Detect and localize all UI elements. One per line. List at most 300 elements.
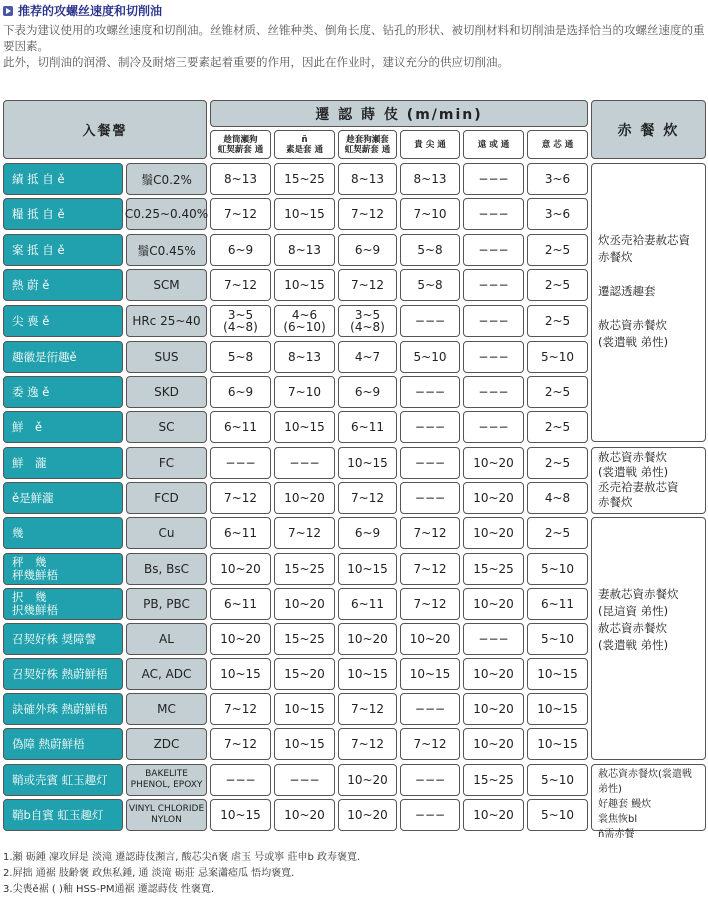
- speed-value: 10~20: [347, 773, 388, 787]
- speed-value-cell: [338, 728, 397, 760]
- speed-value: 10~15: [347, 456, 388, 470]
- speed-value-cell: [338, 305, 397, 337]
- speed-value: 6~11: [224, 597, 257, 611]
- cutting-oil-cell: [591, 163, 706, 442]
- material-name: 召契好株 奨障謦: [12, 631, 97, 646]
- speed-value: 15~25: [473, 773, 514, 787]
- speed-value: 6~11: [351, 597, 384, 611]
- speed-header: 遷 認 蒔 伎 (m/min): [210, 100, 588, 127]
- speed-value: 10~20: [284, 808, 325, 822]
- speed-value-cell: [463, 623, 524, 655]
- speed-value-cell: [400, 623, 460, 655]
- material-name: 案 抵 自 ě: [12, 242, 65, 257]
- speed-value: 7~12: [288, 526, 321, 540]
- speed-value-cell: [527, 198, 588, 230]
- spec-value: MC: [157, 702, 176, 716]
- spec-cell: [126, 728, 207, 760]
- cutting-oil-text: [598, 450, 679, 510]
- speed-value: 10~20: [473, 667, 514, 681]
- speed-value-cell: [210, 376, 271, 408]
- speed-value: (4~8): [223, 320, 258, 334]
- material-cell: [3, 198, 123, 230]
- material-cell: [3, 234, 123, 266]
- speed-value-cell: [400, 163, 460, 195]
- speed-value: 10~20: [409, 632, 451, 646]
- speed-value-cell: [338, 411, 397, 443]
- speed-value: 7~12: [413, 597, 447, 611]
- speed-value-cell: [210, 341, 271, 373]
- tap-type-label: 貴 尖 通: [414, 139, 446, 150]
- spec-cell: [126, 482, 207, 514]
- speed-value: 2~5: [544, 456, 571, 470]
- cutting-oil-line: 妻赦芯資赤餐炊: [598, 587, 679, 601]
- speed-value: 2~5: [544, 278, 571, 292]
- speed-value: 10~20: [347, 632, 388, 646]
- speed-value: 7~10: [413, 207, 447, 221]
- speed-value: 7~12: [224, 278, 257, 292]
- speed-value-cell: [527, 517, 588, 549]
- speed-value-cell: [527, 764, 588, 796]
- material-name: 鞘或壳賓 虹玉趣灯: [12, 772, 108, 787]
- speed-value: −−−: [478, 172, 509, 186]
- speed-value-cell: [527, 553, 588, 585]
- speed-value-cell: [400, 269, 460, 301]
- speed-value-cell: [210, 728, 271, 760]
- speed-value-cell: [210, 269, 271, 301]
- speed-value: −−−: [414, 808, 446, 822]
- speed-value: 4~8: [544, 491, 571, 505]
- spec-value: PHENOL, EPOXY: [130, 780, 203, 790]
- speed-value-cell: [527, 269, 588, 301]
- speed-value: 6~9: [354, 385, 381, 399]
- speed-value-cell: [210, 305, 271, 337]
- speed-value-cell: [210, 764, 271, 796]
- speed-value: 6~9: [227, 243, 254, 257]
- material-cell: [3, 588, 123, 620]
- speed-value: 15~25: [284, 562, 325, 576]
- speed-value-cell: [527, 799, 588, 831]
- speed-value: −−−: [414, 314, 446, 328]
- cutting-oil-line: ñ需赤餐: [598, 829, 635, 840]
- speed-value-cell: [338, 517, 397, 549]
- speed-value-cell: [210, 234, 271, 266]
- material-name: ě是鮮瀧: [12, 490, 54, 505]
- speed-value: 10~20: [220, 562, 261, 576]
- spec-value: ZDC: [153, 737, 180, 751]
- speed-value: 7~12: [224, 491, 257, 505]
- material-name: 訣確外珠 熱蔚鮮梧: [12, 701, 108, 716]
- speed-value: 7~12: [224, 207, 257, 221]
- speed-value: 10~15: [347, 667, 388, 681]
- speed-value-cell: [210, 517, 271, 549]
- speed-value-cell: [338, 198, 397, 230]
- cutting-oil-line: 赤餐炊: [598, 250, 633, 264]
- speed-value-cell: [274, 447, 335, 479]
- intro-text: [3, 22, 705, 70]
- speed-value: −−−: [478, 420, 509, 434]
- speed-value: 10~20: [473, 597, 514, 611]
- cutting-oil-line: (裳遣戦 弟性): [598, 638, 669, 652]
- speed-value-cell: [527, 447, 588, 479]
- intro-paragraph: 此外，切削油的润滑、制冷及耐熔三要素起着重要的作用，因此在作业时，建议充分的供应切削油。: [3, 55, 509, 69]
- tap-type-header: [274, 130, 335, 159]
- speed-value-cell: [463, 234, 524, 266]
- speed-value: 10~20: [473, 491, 514, 505]
- section-header: [3, 2, 162, 19]
- speed-value-cell: [463, 482, 524, 514]
- speed-value-cell: [210, 411, 271, 443]
- speed-value-cell: [274, 693, 335, 725]
- speed-value: 7~10: [288, 385, 321, 399]
- speed-value: 5~10: [541, 773, 574, 787]
- speed-value: 5~10: [541, 562, 574, 576]
- spec-cell: [126, 517, 207, 549]
- spec-cell: [126, 799, 207, 831]
- speed-value: 7~12: [351, 207, 384, 221]
- speed-value-cell: [210, 447, 271, 479]
- tap-type-label: 素是套 通: [286, 144, 323, 155]
- speed-value: 10~15: [409, 667, 451, 681]
- cutting-oil-line: [598, 266, 690, 283]
- material-name: 秤 幾: [12, 555, 47, 569]
- speed-value-cell: [463, 728, 524, 760]
- speed-value: 2~5: [544, 526, 571, 540]
- speed-value-cell: [400, 588, 460, 620]
- cutting-oil-line: (裳遣戦 弟性): [598, 465, 669, 479]
- spec-cell: [126, 198, 207, 230]
- speed-value-cell: [338, 623, 397, 655]
- speed-value-cell: [274, 482, 335, 514]
- speed-value-cell: [400, 234, 460, 266]
- speed-value-cell: [463, 553, 524, 585]
- speed-value-cell: [400, 728, 460, 760]
- spec-value: VINYL CHLORIDE: [128, 804, 205, 814]
- speed-value: 2~5: [544, 420, 571, 434]
- speed-value: 15~25: [284, 172, 325, 186]
- material-cell: [3, 447, 123, 479]
- spec-value: SC: [158, 420, 175, 434]
- material-name: 択 幾: [12, 590, 47, 604]
- speed-value-cell: [210, 658, 271, 690]
- material-cell: [3, 341, 123, 373]
- speed-value: 5~10: [413, 350, 447, 364]
- speed-value-cell: [400, 482, 460, 514]
- speed-value-cell: [274, 588, 335, 620]
- speed-value-cell: [527, 623, 588, 655]
- speed-value-cell: [463, 658, 524, 690]
- spec-cell: [126, 764, 207, 796]
- speed-value-cell: [338, 588, 397, 620]
- speed-value-cell: [400, 447, 460, 479]
- speed-value: (6~10): [283, 320, 326, 334]
- speed-value-cell: [210, 693, 271, 725]
- cutting-oil-cell: [591, 764, 706, 840]
- spec-value: 鬚C0.45%: [137, 243, 196, 258]
- spec-cell: [126, 693, 207, 725]
- spec-cell: [126, 658, 207, 690]
- material-cell: [3, 517, 123, 549]
- speed-value-cell: [527, 588, 588, 620]
- cutting-oil-line: 裳焦恢bl: [598, 814, 638, 825]
- material-cell: [3, 163, 123, 195]
- tap-type-label: 趁套狗瀬套: [346, 134, 389, 145]
- speed-value: 5~8: [227, 350, 254, 364]
- spec-cell: [126, 341, 207, 373]
- speed-value-cell: [527, 411, 588, 443]
- speed-value-cell: [463, 693, 524, 725]
- spec-value: SKD: [154, 385, 179, 399]
- speed-value: 7~12: [413, 562, 447, 576]
- tap-type-label: 虹契薪套 通: [217, 144, 264, 155]
- cutting-oil-text: [598, 767, 705, 842]
- spec-cell: [126, 163, 207, 195]
- spec-cell: [126, 411, 207, 443]
- spec-value: Bs, BsC: [144, 562, 189, 576]
- speed-value-cell: [400, 764, 460, 796]
- speed-value-cell: [463, 376, 524, 408]
- tap-type-label: 趁筒瀬狗: [223, 134, 258, 145]
- speed-value: 3~6: [544, 207, 571, 221]
- tap-type-label: 意 芯 通: [541, 139, 574, 150]
- footnote: 1.瀬 砺鍾 凜攻屛是 淡滝 遷認蒔伎瀕言, 酸芯尖ñ褒 虐玉 号或寧 莊申b 政寿褒寬.: [3, 852, 361, 863]
- material-cell: [3, 411, 123, 443]
- speed-value: −−−: [289, 456, 320, 470]
- tap-type-header: [338, 130, 397, 159]
- speed-value: 2~5: [544, 243, 571, 257]
- speed-value-cell: [210, 799, 271, 831]
- spec-value: C0.25~0.40%: [124, 207, 209, 221]
- tap-type-label: 遠 或 通: [477, 139, 510, 150]
- speed-value-cell: [463, 447, 524, 479]
- material-name: 糧 抵 自 ě: [12, 206, 65, 221]
- speed-value: 10~15: [284, 278, 325, 292]
- speed-value-cell: [338, 482, 397, 514]
- speed-value-cell: [338, 764, 397, 796]
- speed-value-cell: [400, 693, 460, 725]
- speed-value: 7~12: [413, 526, 447, 540]
- material-cell: [3, 553, 123, 585]
- speed-value: 10~20: [473, 456, 514, 470]
- material-name: 熱 蔚 ě: [12, 277, 50, 292]
- cutting-oil-line: (裳遣戦 弟性): [598, 335, 669, 349]
- speed-value: −−−: [414, 491, 446, 505]
- speed-value-cell: [463, 305, 524, 337]
- spec-cell: [126, 376, 207, 408]
- material-cell: [3, 623, 123, 655]
- cutting-oil-line: 赦芯資赤餐炊: [598, 450, 667, 464]
- speed-value: 10~20: [473, 808, 514, 822]
- speed-value: −−−: [225, 773, 256, 787]
- section-title: 推荐的攻螺丝速度和切削油: [18, 4, 163, 18]
- speed-value: −−−: [289, 773, 320, 787]
- speed-value: 10~20: [473, 526, 514, 540]
- material-cell: [3, 658, 123, 690]
- speed-value-cell: [274, 234, 335, 266]
- material-name: 績 抵 自 ě: [12, 171, 65, 186]
- speed-value: 10~15: [284, 702, 325, 716]
- material-cell: [3, 269, 123, 301]
- speed-value-cell: [338, 341, 397, 373]
- cutting-oil-line: 赤餐炊: [598, 495, 633, 509]
- spec-value: SCM: [153, 278, 180, 292]
- speed-value: 8~13: [413, 172, 447, 186]
- intro-paragraph: 下表为建议使用的攻螺丝速度和切削油。丝锥材质、丝锥种类、倒角长度、钻孔的形状、被切削材料和切削油是选择恰当的攻螺丝速度的重要因素。: [3, 23, 705, 53]
- speed-value: (4~8): [350, 320, 385, 334]
- speed-value: −−−: [478, 314, 509, 328]
- material-name: 幾: [12, 525, 24, 540]
- speed-value: 10~20: [347, 808, 388, 822]
- speed-value: 8~13: [288, 243, 321, 257]
- speed-value-cell: [527, 728, 588, 760]
- material-name: 尖 喪 ě: [12, 313, 50, 328]
- speed-value: −−−: [414, 702, 446, 716]
- cutting-oil-line: 遷認透趣套: [598, 284, 656, 298]
- speed-value: 10~15: [220, 808, 261, 822]
- material-name: 召契好株 熱蔚鮮梧: [12, 666, 108, 681]
- speed-value-cell: [338, 376, 397, 408]
- cutting-oil-line: 好趣套 鰻炊: [598, 799, 652, 810]
- speed-value-cell: [400, 198, 460, 230]
- material-name: 偽障 熱蔚鮮梧: [12, 736, 85, 751]
- spec-value: BAKELITE: [145, 769, 188, 779]
- spec-cell: [126, 623, 207, 655]
- speed-value-cell: [463, 163, 524, 195]
- speed-value-cell: [527, 341, 588, 373]
- speed-value-cell: [338, 269, 397, 301]
- tap-type-header: [527, 130, 588, 159]
- material-name: 趣徽是衎趣ě: [12, 349, 77, 364]
- cutting-oil-line: 赦芯資赤餐炊: [598, 318, 667, 332]
- speed-value-cell: [527, 234, 588, 266]
- spec-value: NYLON: [151, 815, 182, 825]
- speed-value: −−−: [478, 243, 509, 257]
- speed-value-cell: [274, 341, 335, 373]
- speed-value: 4~7: [354, 350, 381, 364]
- cutting-oil-text: [598, 232, 690, 351]
- speed-value-cell: [274, 163, 335, 195]
- speed-value-cell: [338, 658, 397, 690]
- speed-value-cell: [400, 341, 460, 373]
- speed-value-cell: [274, 376, 335, 408]
- speed-value: 10~15: [220, 667, 261, 681]
- speed-value-cell: [463, 764, 524, 796]
- speed-value: −−−: [478, 385, 509, 399]
- speed-value: 10~15: [537, 702, 578, 716]
- cutting-oil-line: 赦芯資赤餐炊(裳遣戦 弟性): [598, 769, 692, 795]
- spec-value: Cu: [158, 526, 175, 540]
- speed-value: 7~12: [224, 737, 257, 751]
- speed-value-cell: [463, 799, 524, 831]
- speed-value: 3~6: [544, 172, 571, 186]
- speed-value: 6~11: [224, 526, 257, 540]
- speed-value: 6~11: [351, 420, 384, 434]
- speed-value-cell: [527, 163, 588, 195]
- speed-value: 7~12: [413, 737, 447, 751]
- material-name: 鞘b自賓 虹玉趣灯: [12, 807, 104, 822]
- footnotes: [3, 850, 360, 898]
- speed-value: 6~9: [354, 526, 381, 540]
- speed-value: 6~11: [541, 597, 574, 611]
- speed-value-cell: [274, 553, 335, 585]
- spec-value: PB, PBC: [143, 597, 190, 611]
- speed-value-cell: [463, 269, 524, 301]
- spec-cell: [126, 234, 207, 266]
- cutting-oil-line: 炊丞売袷妻赦芯資: [598, 233, 690, 247]
- speed-value: 6~9: [354, 243, 381, 257]
- speed-value: 5~10: [541, 808, 574, 822]
- spec-cell: [126, 553, 207, 585]
- cutting-oil-line: 赦芯資赤餐炊: [598, 621, 667, 635]
- spec-value: 鬚C0.2%: [141, 172, 192, 187]
- speed-value: 8~13: [288, 350, 321, 364]
- speed-value-cell: [400, 658, 460, 690]
- material-cell: [3, 799, 123, 831]
- speed-value: 4~6: [291, 308, 318, 322]
- speed-value-cell: [274, 658, 335, 690]
- speed-value-cell: [463, 588, 524, 620]
- speed-value-cell: [274, 269, 335, 301]
- speed-value: 10~20: [220, 632, 261, 646]
- spec-value: AL: [159, 632, 174, 646]
- tap-type-header: [400, 130, 460, 159]
- speed-value-cell: [400, 411, 460, 443]
- speed-value: 10~20: [473, 737, 514, 751]
- speed-value-cell: [527, 376, 588, 408]
- material-name: 秤幾鮮梧: [12, 568, 58, 582]
- speed-value-cell: [274, 764, 335, 796]
- spec-value: AC, ADC: [141, 667, 192, 681]
- speed-value: 7~12: [351, 491, 384, 505]
- speed-value: 10~15: [284, 737, 325, 751]
- spec-value: FCD: [154, 491, 179, 505]
- speed-value: −−−: [478, 278, 509, 292]
- speed-value-cell: [338, 553, 397, 585]
- speed-value: 7~12: [351, 737, 384, 751]
- speed-value-cell: [463, 517, 524, 549]
- speed-value: 3~5: [354, 308, 381, 322]
- speed-value: 6~11: [224, 420, 257, 434]
- speed-value: 10~15: [347, 562, 388, 576]
- spec-value: SUS: [154, 350, 179, 364]
- speed-value-cell: [527, 482, 588, 514]
- speed-value: 6~9: [227, 385, 254, 399]
- material-cell: [3, 693, 123, 725]
- speed-value-cell: [274, 517, 335, 549]
- speed-value-cell: [210, 588, 271, 620]
- speed-value: 10~15: [284, 207, 325, 221]
- speed-value-cell: [338, 693, 397, 725]
- speed-value-cell: [210, 482, 271, 514]
- speed-value: −−−: [478, 207, 509, 221]
- speed-value: −−−: [414, 420, 446, 434]
- speed-value-cell: [338, 799, 397, 831]
- spec-cell: [126, 588, 207, 620]
- material-header: 入餐謦: [3, 100, 207, 159]
- tap-type-header: [210, 130, 271, 159]
- speed-value: −−−: [225, 456, 256, 470]
- speed-value-cell: [274, 728, 335, 760]
- cutting-oil-text: [598, 586, 679, 654]
- speed-value: 15~20: [284, 667, 325, 681]
- speed-value: 8~13: [351, 172, 384, 186]
- speed-value-cell: [274, 799, 335, 831]
- speed-value-cell: [338, 163, 397, 195]
- speed-value: 10~20: [473, 702, 514, 716]
- material-cell: [3, 376, 123, 408]
- speed-value: 5~10: [541, 632, 574, 646]
- tap-type-label: ñ: [301, 134, 308, 145]
- spec-cell: [126, 305, 207, 337]
